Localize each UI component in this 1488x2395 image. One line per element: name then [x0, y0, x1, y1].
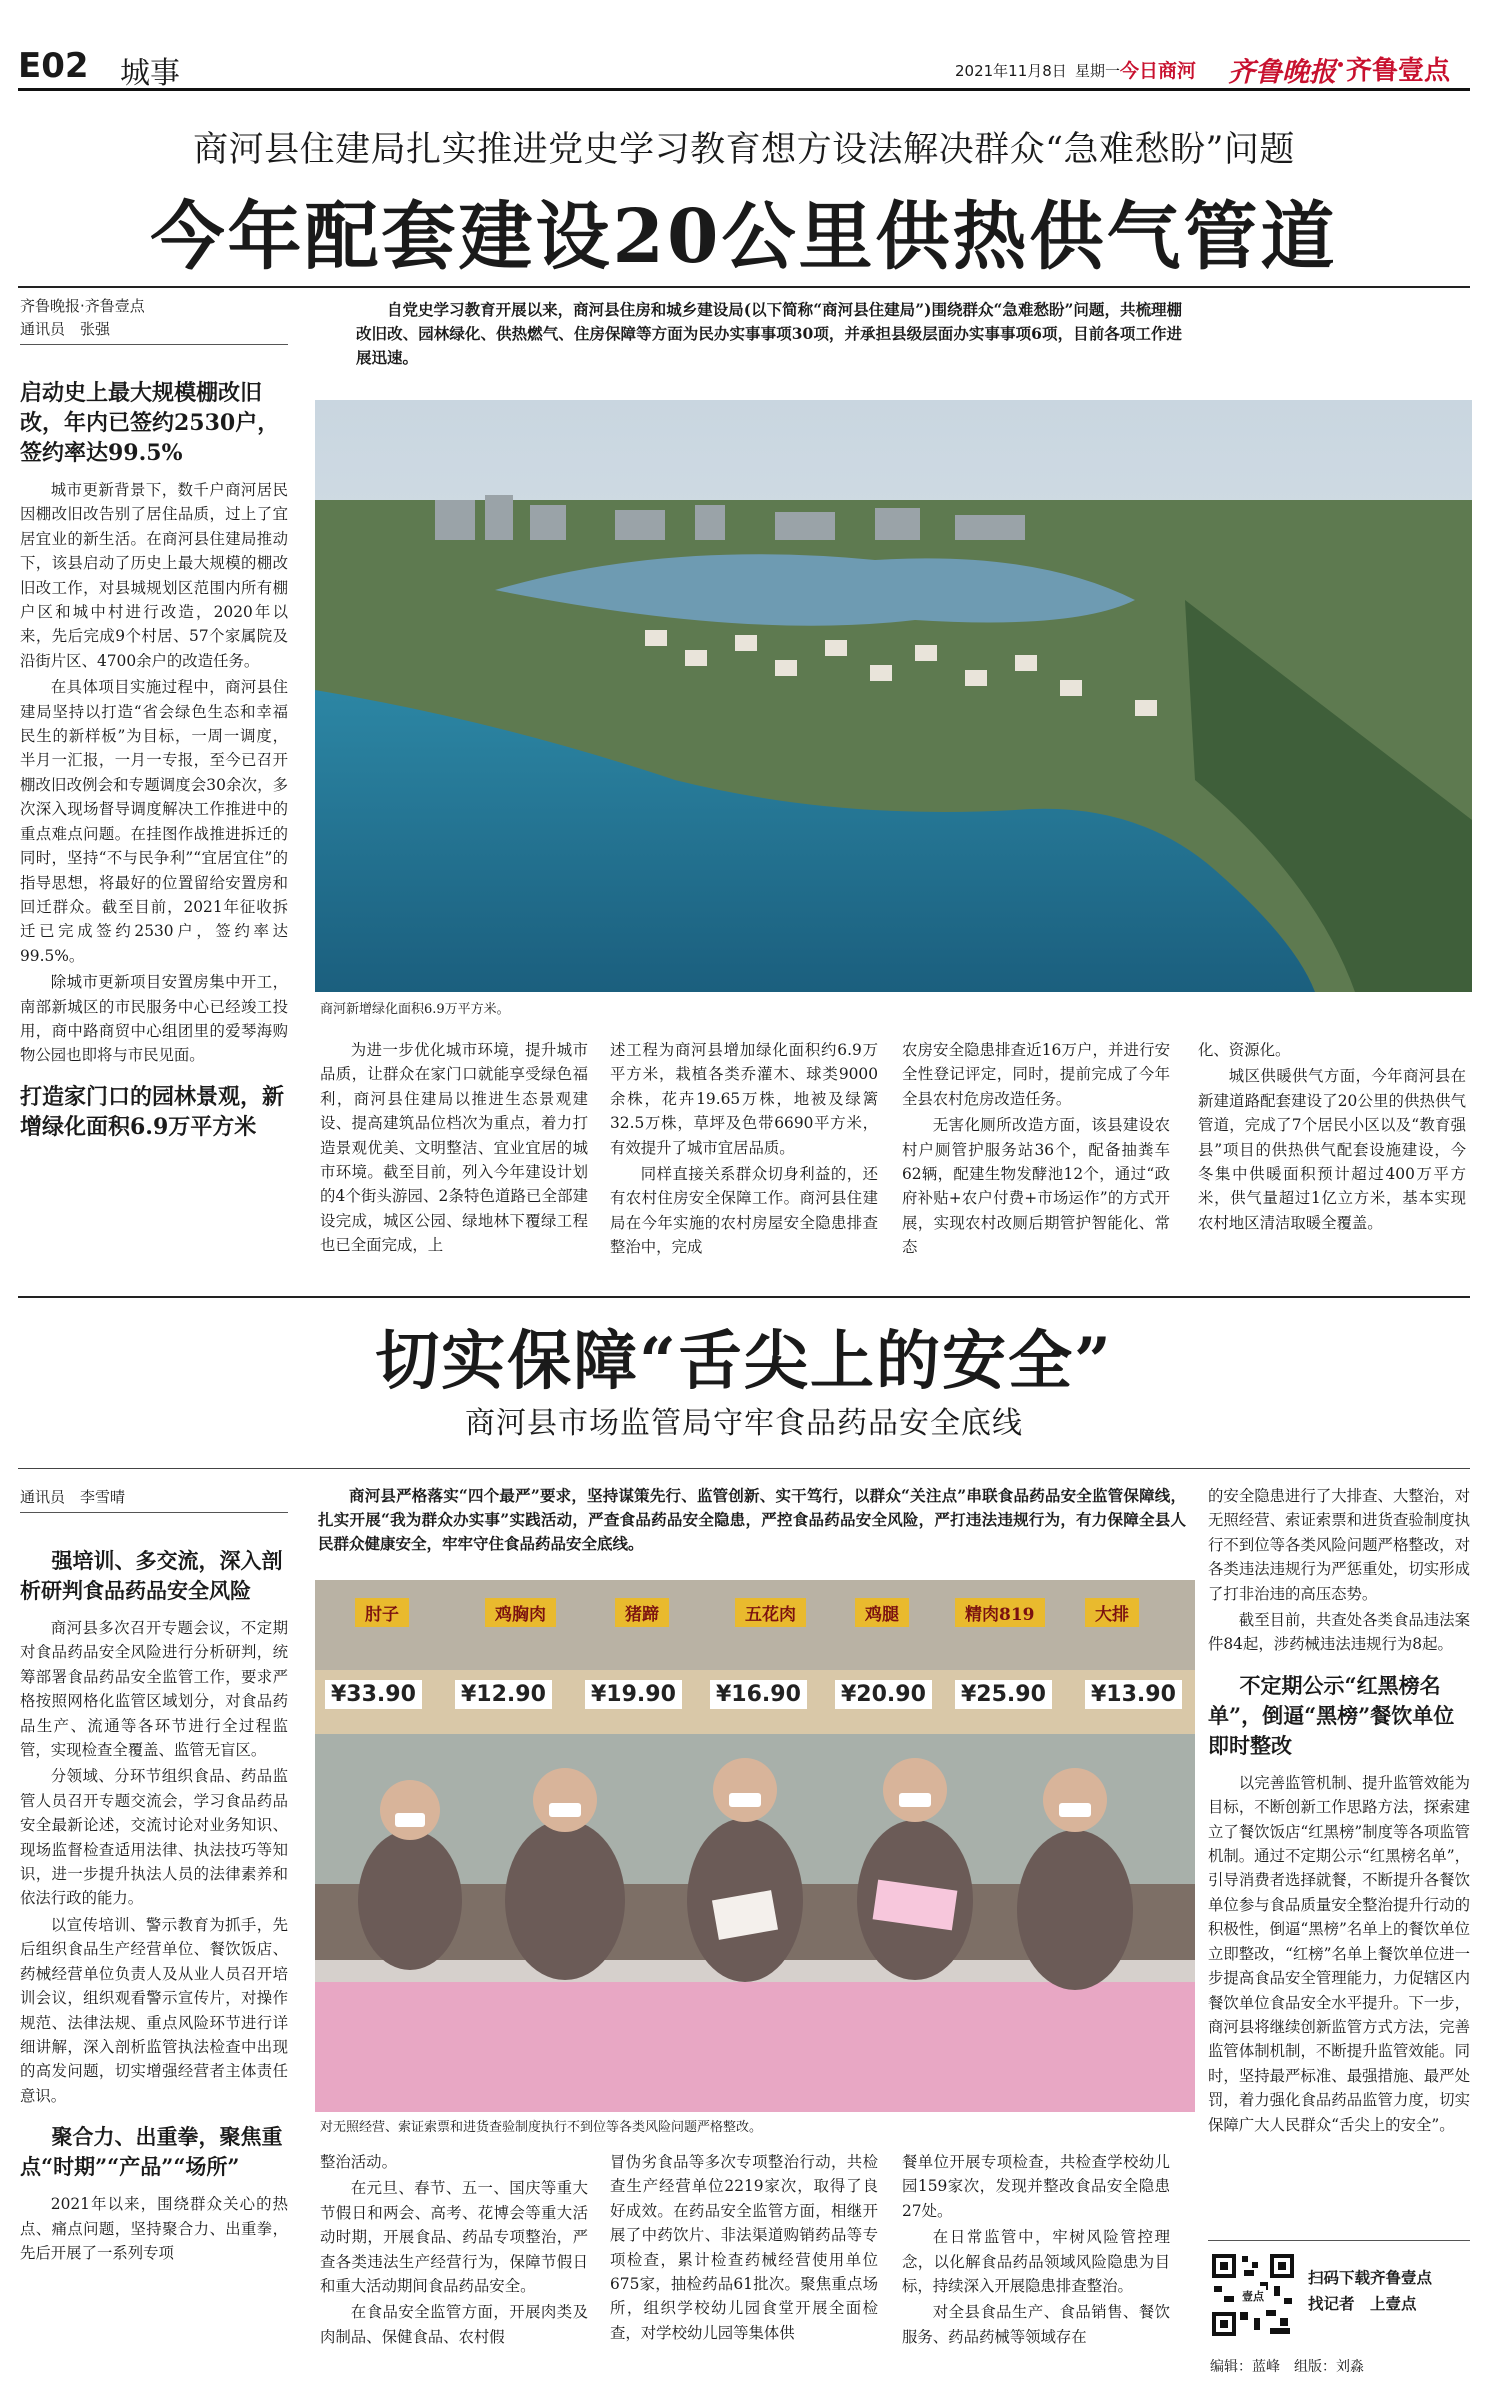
- story2-photo-caption: 对无照经营、索证索票和进货查验制度执行不到位等各类风险问题严格整改。: [320, 2120, 763, 2135]
- story2-col3-p1: 餐单位开展专项检查，共检查学校幼儿园159家次，发现并整改食品安全隐患27处。: [902, 2153, 1170, 2220]
- issue-weekday: 星期一: [1075, 62, 1121, 80]
- header-rule: [18, 88, 1470, 91]
- story2-left-p4: 2021年以来，围绕群众关心的热点、痛点问题，坚持聚合力、出重拳，先后开展了一系列专项: [20, 2195, 288, 2262]
- story1-lead: 自党史学习教育开展以来，商河县住房和城乡建设局(以下简称“商河县住建局”)围绕群众“急难愁盼”问题，共梳理棚改旧改、园林绿化、供热燃气、住房保障等方面为民办实事事项30项，并承担县级层面办实事事项6项，目前各项工作进展迅速。: [356, 300, 1182, 367]
- story1-body-col2: [610, 1038, 878, 1262]
- story2-body-col1: [320, 2150, 588, 2351]
- story2-right-column: [1208, 1484, 1470, 2139]
- story2-left-p2: 分领域、分环节组织食品、药品监管人员召开专题交流会，学习食品药品安全最新论述，交流讨论对业务知识、现场监督检查适用法律、执法技巧等知识，进一步提升执法人员的法律素养和依法行政的能力。: [20, 1767, 288, 1908]
- story1-col1-p1: 为进一步优化城市环境，提升城市品质，让群众在家门口就能享受绿色福利，商河县住建局以推进生态景观建设、提高建筑品位档次为重点，着力打造景观优美、文明整洁、宜业宜居的城市环境。截至目前，列入今年建设计划的4个街头游园、2条特色道路已全部建设完成，城区公园、绿地林下覆绿工程也已全面完成，上: [320, 1041, 588, 1255]
- story2-rule: [18, 1468, 1470, 1469]
- qr-rule: [1208, 2240, 1470, 2241]
- story1-col4-p1: 化、资源化。: [1198, 1041, 1291, 1059]
- brand-logo-qilu-evening: 齐鲁晚报: [1228, 57, 1336, 88]
- qr-code[interactable]: [1210, 2252, 1296, 2338]
- story1-photo-caption: 商河新增绿化面积6.9万平方米。: [320, 1002, 510, 1017]
- story2-subhead-1: 强培训、多交流，深入剖析研判食品药品安全风险: [20, 1548, 283, 1603]
- story1-headline: 今年配套建设20公里供热供气管道: [150, 194, 1338, 280]
- story1-left-p1: 城市更新背景下，数千户商河居民因棚改旧改告别了居住品质，过上了宜居宜业的新生活。在商河县住建局推动下，该县启动了历史上最大规模的棚改旧改工作，对县城规划区范围内所有棚户区和城中村进行改造，2020年以来，先后完成9个村居、57个家属院及沿街片区、4700余户的改造任务。: [20, 481, 288, 670]
- story1-subhead-1: 启动史上最大规模棚改旧改，年内已签约2530户，签约率达99.5%: [20, 380, 280, 466]
- story2-right-p2: 截至目前，共查处各类食品违法案件84起，涉药械违法违规行为8起。: [1208, 1611, 1470, 1654]
- sign-tag-5: 鸡腿: [855, 1598, 909, 1627]
- sign-tag-2: 鸡胸肉: [485, 1598, 556, 1627]
- story1-col3-p2: 无害化厕所改造方面，该县建设农村户厕管护服务站36个，配备抽粪车62辆，配建生物发酵池12个，通过“政府补贴+农户付费+市场运作”的方式开展，实现农村改厕后期管护智能化、常态: [902, 1116, 1170, 1257]
- story2-byline: 通讯员 李雪晴: [20, 1488, 126, 1506]
- price-tag-6: ¥25.90: [955, 1680, 1052, 1709]
- price-tag-4: ¥16.90: [710, 1680, 807, 1709]
- price-tag-3: ¥19.90: [585, 1680, 682, 1709]
- sign-tag-3: 猪蹄: [615, 1598, 669, 1627]
- qr-line-1: 扫码下载齐鲁壹点: [1308, 2268, 1433, 2287]
- price-tag-5: ¥20.90: [835, 1680, 932, 1709]
- byline-rule: [20, 344, 288, 345]
- story1-body-col3: [902, 1038, 1170, 1262]
- headline-rule: [18, 286, 1470, 288]
- price-tag-1: ¥33.90: [325, 1680, 422, 1709]
- sign-tag-4: 五花肉: [735, 1598, 806, 1627]
- story1-col2-p1: 述工程为商河县增加绿化面积约6.9万平方米，栽植各类乔灌木、球类9000余株，花卉19.65万株，地被及绿篱32.5万株，草坪及色带6690平方米，有效提升了城市宜居品质。: [610, 1041, 878, 1157]
- story2-left-p3: 以宣传培训、警示教育为抓手，先后组织食品生产经营单位、餐饮饭店、药械经营单位负责人及从业人员召开培训会议，组织观看警示宣传片，对操作规范、法律法规、重点风险环节进行详细讲解，深入剖析监管执法检查中出现的高发问题，切实增强经营者主体责任意识。: [20, 1915, 288, 2105]
- supermarket-inspection-photo: [315, 1580, 1195, 2112]
- page-code: E02: [18, 46, 89, 86]
- story1-left-p2: 在具体项目实施过程中，商河县住建局坚持以打造“省会绿色生态和幸福民生的新样板”为目标，一周一调度，半月一汇报，一月一专报，至今已召开棚改旧改例会和专题调度会30余次，多次深入现场督导调度解决工作推进中的重点难点问题。在挂图作战推进拆迁的同时，坚持“不与民争利”“宜居宜住”的指导思想，将最好的位置留给安置房和回迁群众。截至目前，2021年征收拆迁已完成签约2530户，签约率达99.5%。: [20, 678, 288, 965]
- story2-col1-p1: 整治活动。: [320, 2153, 397, 2171]
- edition-name: 今日商河: [1120, 60, 1197, 82]
- lake-aerial-photo: [315, 400, 1472, 992]
- story2-lead: 商河县严格落实“四个最严”要求，坚持谋策先行、监管创新、实干笃行，以群众“关注点”串联食品药品安全监管保障线，扎实开展“我为群众办实事”实践活动，严查食品药品安全隐患，严控食品药品安全风险，严打违法违规行为，有力保障全县人民群众健康安全，牢牢守住食品药品安全底线。: [318, 1486, 1186, 1553]
- story1-left-p3: 除城市更新项目安置房集中开工，南部新城区的市民服务中心已经竣工投用，商中路商贸中心组团里的爱琴海购物公园也即将与市民见面。: [20, 973, 288, 1065]
- qr-line-2: 找记者 上壹点: [1308, 2294, 1417, 2313]
- section-name: 城事: [120, 56, 180, 91]
- story1-left-column: [20, 378, 288, 1144]
- editor-credits: 编辑：蓝峰 组版：刘淼: [1210, 2359, 1364, 2375]
- brand-logo-qilu-yidian: 齐鲁壹点: [1346, 56, 1451, 86]
- story1-byline-outlet: 齐鲁晚报·齐鲁壹点: [20, 297, 145, 315]
- story2-subhead-2: 聚合力、出重拳，聚焦重点“时期”“产品”“场所”: [20, 2124, 283, 2180]
- story1-col3-p1: 农房安全隐患排查近16万户，并进行安全性登记评定，同时，提前完成了今年全县农村危房改造任务。: [902, 1041, 1170, 1108]
- story2-subhead: 商河县市场监管局守牢食品药品安全底线: [465, 1406, 1023, 1441]
- story2-col1-p2: 在元旦、春节、五一、国庆等重大节假日和两会、高考、花博会等重大活动时期，开展食品、药品专项整治，严查各类违法生产经营行为，保障节假日和重大活动期间食品药品安全。: [320, 2179, 588, 2296]
- story2-headline: 切实保障“舌尖上的安全”: [375, 1324, 1113, 1399]
- sign-tag-1: 肘子: [355, 1598, 409, 1627]
- price-tag-7: ¥13.90: [1085, 1680, 1182, 1709]
- story2-col3-p2: 在日常监管中，牢树风险管控理念，以化解食品药品领域风险隐患为目标，持续深入开展隐患排查整治。: [902, 2228, 1170, 2296]
- story1-body-col4: [1198, 1038, 1466, 1237]
- story2-right-subhead: 不定期公示“红黑榜名单”，倒逼“黑榜”餐饮单位即时整改: [1208, 1672, 1455, 1758]
- story1-col2-p2: 同样直接关系群众切身利益的，还有农村住房安全保障工作。商河县住建局在今年实施的农村房屋安全隐患排查整治中，完成: [610, 1165, 878, 1257]
- story1-kicker: 商河县住建局扎实推进党史学习教育想方设法解决群众“急难愁盼”问题: [193, 130, 1295, 170]
- story1-col4-p2: 城区供暖供气方面，今年商河县在新建道路配套建设了20公里的供热供气管道，完成了7个居民小区以及“教育强县”项目的供热供气配套设施建设，今冬集中供暖面积预计超过400万平方米，供气量超过1亿立方米，基本实现农村地区清洁取暖全覆盖。: [1198, 1067, 1466, 1232]
- story2-body-col3: [902, 2150, 1170, 2351]
- price-tag-2: ¥12.90: [455, 1680, 552, 1709]
- story2-body-col2: [610, 2150, 878, 2347]
- sign-tag-6: 精肉819: [955, 1598, 1045, 1627]
- story2-right-p1: 的安全隐患进行了大排查、大整治，对无照经营、索证索票和进货查验制度执行不到位等各类风险问题严格整改，对各类违法违规行为严惩重处，切实形成了打非治违的高压态势。: [1208, 1487, 1470, 1603]
- story2-col2-p1: 冒伪劣食品等多次专项整治行动，共检查生产经营单位2219家次，取得了良好成效。在药品安全监管方面，相继开展了中药饮片、非法渠道购销药品等专项检查，累计检查药械经营使用单位675家，抽检药品61批次。聚焦重点场所，组织学校幼儿园食堂开展全面检查，对学校幼儿园等集体供: [610, 2153, 878, 2342]
- story2-byline-rule: [20, 1512, 288, 1513]
- sign-tag-7: 大排: [1085, 1598, 1139, 1627]
- story1-body-col1: [320, 1038, 588, 1260]
- qr-center-label: 壹点: [1242, 2290, 1264, 2303]
- story2-col3-p3: 对全县食品生产、食品销售、餐饮服务、药品药械等领域存在: [902, 2303, 1170, 2346]
- issue-date: 2021年11月8日: [955, 62, 1067, 80]
- story2-col1-p3: 在食品安全监管方面，开展肉类及肉制品、保健食品、农村假: [320, 2303, 588, 2346]
- story2-right-p3: 以完善监管机制、提升监管效能为目标，不断创新工作思路方法，探索建立了餐饮饭店“红黑榜”制度等各项监管机制。通过不定期公示“红黑榜名单”，引导消费者选择就餐，不断提升各餐饮单位参与食品质量安全整治提升行动的积极性，倒逼“黑榜”名单上的餐饮单位立即整改，“红榜”名单上餐饮单位进一步提高食品安全管理能力，力促辖区内餐饮单位食品安全水平提升。下一步，商河县将继续创新监管方式方法，完善监管体制机制，不断提升监管效能。同时，坚持最严标准、最强措施、最严处罚，着力强化食品药品监管力度，切实保障广大人民群众“舌尖上的安全”。: [1208, 1773, 1470, 2134]
- story-divider: [18, 1296, 1470, 1298]
- story2-left-p1: 商河县多次召开专题会议，不定期对食品药品安全风险进行分析研判，统筹部署食品药品安全监管工作，要求严格按照网格化监管区域划分，对食品药品生产、流通等各环节进行全过程监管，实现检查全覆盖、监管无盲区。: [20, 1619, 288, 1760]
- story1-byline-reporter: 通讯员 张强: [20, 320, 111, 338]
- story2-left-column: [20, 1546, 288, 2267]
- story1-subhead-2: 打造家门口的园林景观，新增绿化面积6.9万平方米: [20, 1083, 285, 1140]
- brand-separator: [1338, 62, 1343, 67]
